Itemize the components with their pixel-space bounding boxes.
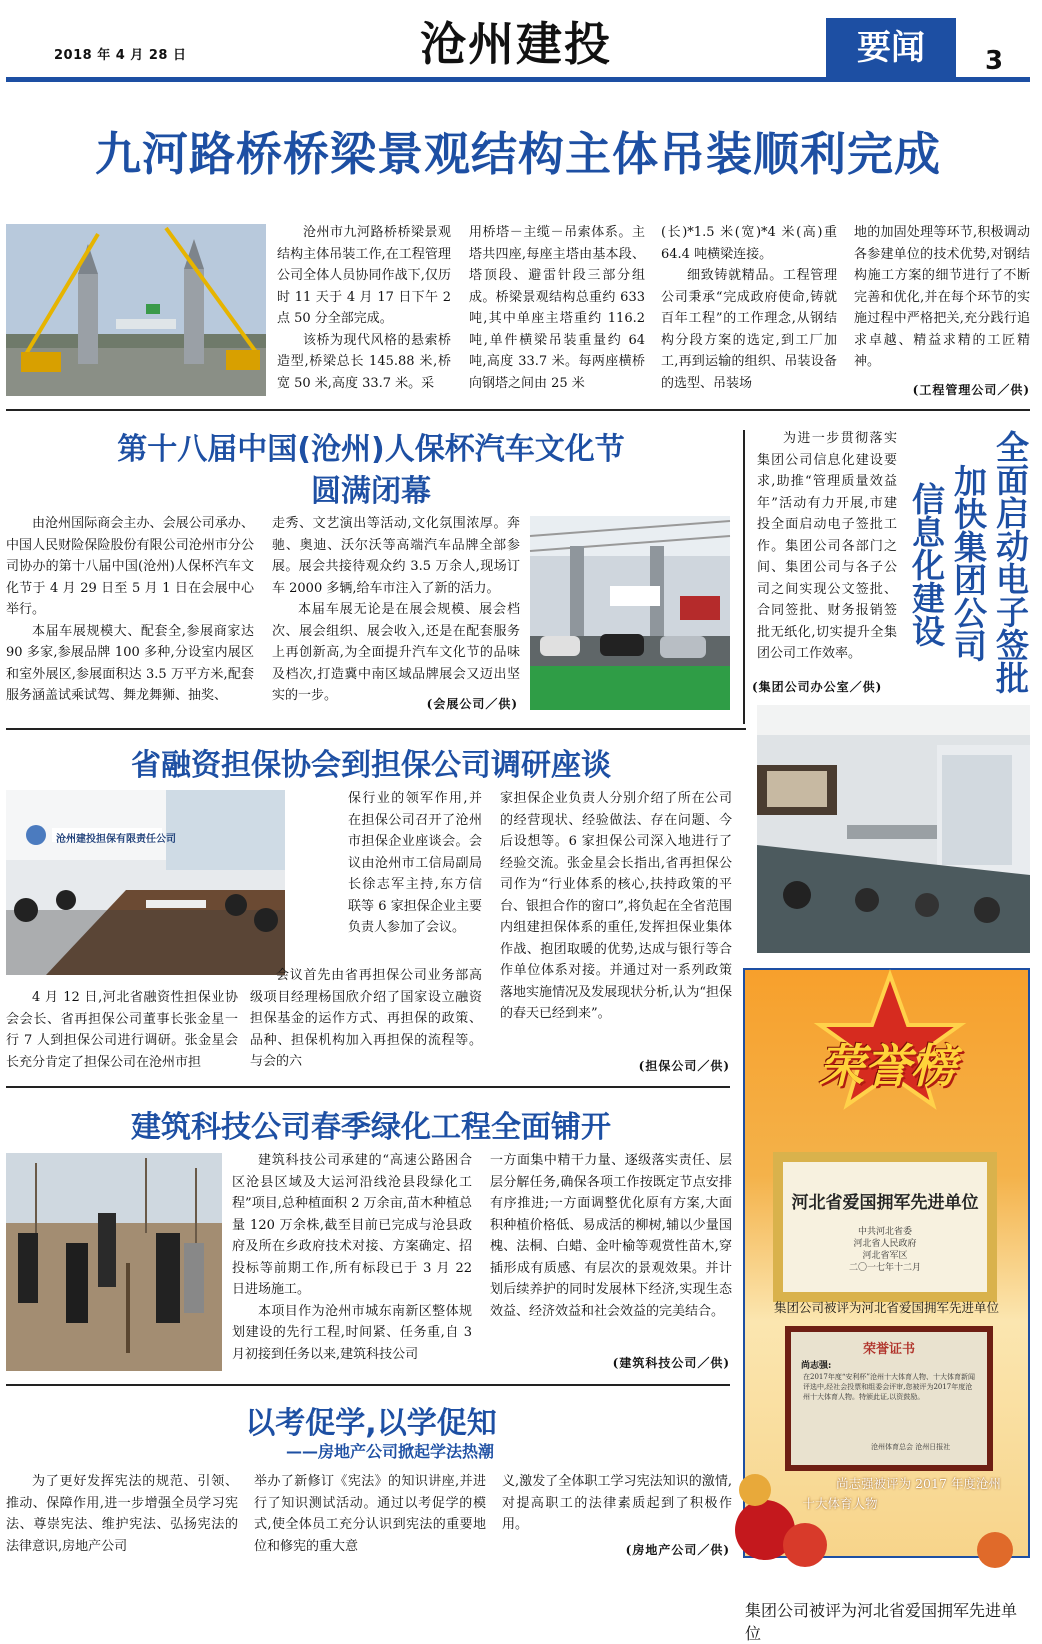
car-show-photo [530,516,730,710]
article5-col1 [232,1150,472,1372]
article5-col2-text: 一方面集中精干力量、逐级落实责任、层层分解任务,确保各项工作按既定节点安排有序推进;一方面调整优化原有方案,大面积种植价格低、易成活的柳树,辅以少量国槐、法桐、白蜡、金叶榆等观赏性苗木,穿插形成有质感、有层次的景观效果。并计划后续养护的同时发展林下经济,实现生态效益、经济效益和社会效益的完美结合。 [490,1153,732,1319]
article2-col2 [272,513,520,703]
issue-date: 2018 年 4 月 28 日 [54,48,187,63]
article4-title: 省融资担保协会到担保公司调研座谈 [131,748,611,783]
article6-col1 [6,1471,238,1571]
rule-1 [6,409,1030,411]
paper-name: 沧州建投 [420,17,612,71]
article2-title-line2: 圆满闭幕 [311,474,431,509]
article2-col2-p1: 走秀、文艺演出等活动,文化氛围浓厚。奔驰、奥迪、沃尔沃等高端汽车品牌全部参展。展会共接待观众约 3.5 万余人,现场订车 2000 多辆,给车市注入了新的活力。 [272,516,520,596]
article1-col3-p1: (长)*1.5 米(宽)*4 米(高)重 64.4 吨横梁连接。 [661,225,837,262]
meeting-room-photo [757,705,1030,953]
plaque-issuer3: 河北省军区 [862,1251,908,1261]
rule-vertical-right [743,430,745,724]
article3-credit: (集团公司办公室／供) [752,680,883,694]
masthead-rule [6,77,1030,82]
plaque-issuer2: 河北省人民政府 [853,1239,917,1249]
article3-title-col3: 信息化建设 [907,482,946,647]
bridge-photo [6,224,266,396]
article3-body-text: 为进一步贯彻落实集团公司信息化建设要求,助推“管理质量效益年”活动有力开展,市建投全面启动电子签批工作。集团公司各部门之间、集团公司与各子公司之间实现公文签批、合同签批、财务报销签批无纸化,切实提升全集团公司工作效率。 [757,431,897,661]
honor-caption2-line2: 十大体育人物 [802,1496,878,1511]
article4-col-left-bottom [6,987,238,1077]
article1-col1-p1: 沧州市九河路桥桥梁景观结构主体吊装工作,在工程管理公司全体人员协同作战下,仅历时 11 天于 4 月 17 日下午 2 点 50 分全部完成。 [277,225,451,326]
article1-title: 九河路桥桥梁景观结构主体吊装顺利完成 [95,127,941,181]
honor-board [743,968,1030,1643]
article4-credit: (担保公司／供) [638,1059,730,1073]
article1-col2 [469,222,645,402]
guarantee-meeting-photo [6,790,285,975]
article5-col1-p1: 建筑科技公司承建的“高速公路困合区沧县区域及大运河沿线沧县段绿化工程”项目,总种植面积 2 万余亩,苗木种植总量 120 万余株,截至目前已完成与沧县政府及所在乡政府技术对接、方案确定、招投标等前期工作,所有标段已于 3 月 22 日进场施工。 [232,1153,472,1297]
article2-credit: (会展公司／供) [426,697,518,711]
honor-banner-text: 荣誉榜 [818,1039,957,1093]
article6-col2 [254,1471,486,1571]
planting-photo [6,1153,222,1371]
article6-col3-text: 义,激发了全体职工学习宪法知识的激情,对提高职工的法律素质起到了积极作用。 [502,1474,732,1532]
article1-col1 [277,222,451,402]
article5-col2 [490,1150,732,1350]
page-number: 3 [985,46,1004,76]
article6-col2-text: 举办了新修订《宪法》的知识讲座,并进行了知识测试活动。通过以考促学的模式,使全体员工充分认识到宪法的重要地位和修宪的重大意 [254,1474,486,1554]
honor-caption1-visible [745,1298,1028,1316]
article2-title-line1: 第十八届中国(沧州)人保杯汽车文化节 [117,432,625,467]
article6-col3 [502,1471,732,1537]
plaque-date: 二〇一七年十二月 [848,1263,921,1273]
cert-body: 在2017年度“安利杯”沧州十大体育人物、十大体育新闻评选中,经社会投票和组委会评审,您被评为2017年度沧州十大体育人物。特颁此证,以资鼓励。 [803,1373,975,1401]
article6-credit: (房地产公司／供) [625,1543,730,1557]
article4-col-mid-p2: 会议首先由省再担保公司业务部高级项目经理杨国欣介绍了国家设立融资担保基金的运作方式、再担保的政策、品种、担保机构加入再担保的流程等。与会的六 [250,968,482,1069]
article5-title: 建筑科技公司春季绿化工程全面铺开 [131,1110,611,1145]
plaque-issuer1: 中共河北省委 [857,1227,912,1237]
article6-title: 以考促学,以学促知 [245,1406,497,1441]
article3-body [757,428,897,678]
rule-4 [6,1384,730,1386]
article1-col1-p2: 该桥为现代风格的悬索桥造型,桥梁总长 145.88 米,桥宽 50 米,高度 33.7 米。采 [277,332,451,391]
section-label: 要闻 [857,28,925,68]
article2-col1-p1: 由沧州国际商会主办、会展公司承办、中国人民财险保险股份有限公司沧州市分公司协办的第十八届中国(沧州)人保杯汽车文化节于 4 月 29 日至 5 月 1 日在会展中心举行。 [6,516,254,617]
article4-col-right-text: 家担保企业负责人分别介绍了所在公司的经营现状、经验做法、存在问题、今后设想等。6 家担保公司深入地进行了经验交流。张金星会长指出,省再担保公司作为“行业体系的核心,扶持政策的平台、银担合作的窗口”,将负起在全省范围内组建担保体系的重任,发挥担保业集体作战、抱团取暖的优势,达成与银行等合作单位体系对接。并通过对一系列政策落地实施情况及发展现状分析,认为“担保的春天已经到来”。 [500,791,732,1021]
photo-banner-text: 沧州建投担保有限责任公司 [56,834,176,845]
article5-credit: (建筑科技公司／供) [612,1356,730,1370]
article3-title-col2: 加快集团公司 [949,464,988,662]
article1-col2-text: 用桥塔－主缆－吊索体系。主塔共四座,每座主塔由基本段、塔顶段、避雷针段三部分组成。桥梁景观结构总重约 633 吨,其中单座主塔重约 116.2 吨,单件横梁吊装重量约 64 吨,高度 33.7 米。每两座横桥向钢塔之间由 25 米 [469,225,645,391]
plaque-title: 河北省爱国拥军先进单位 [791,1193,979,1213]
plaque [773,1152,997,1302]
article1-col3 [661,222,837,402]
section-badge [826,18,956,78]
article1-col4 [854,222,1030,380]
rule-3 [6,1086,730,1088]
article1-col4-text: 地的加固处理等环节,积极调动各参建单位的技术优势,对钢结构施工方案的细节进行了不断完善和优化,并在每个环节的实施过程中严格把关,充分践行追求卓越、精益求精的工匠精神。 [854,225,1030,369]
article4-col-mid-p1: 保行业的领军作用,并在担保公司召开了沧州市担保企业座谈会。会议由沧州市工信局副局长徐志军主持,东方信联等 6 家担保企业主要负责人参加了会议。 [348,791,482,935]
article5-col1-p2: 本项目作为沧州市城东南新区整体规划建设的先行工程,时间紧、任务重,自 3 月初接到任务以来,建筑科技公司 [232,1303,472,1362]
honor-caption2-line1: 尚志强被评为 2017 年度沧州 [836,1476,1001,1491]
article4-col-left-text: 4 月 12 日,河北省融资性担保业协会会长、省再担保公司董事长张金星一行 7 人到担保公司进行调研。张金星会长充分肯定了担保公司在沧州市担 [6,990,238,1070]
article2-col2-p2: 本届车展无论是在展会规模、展会档次、展会组织、展会收入,还是在配套服务上再创新高,为全面提升汽车文化节的品味及档次,打造冀中南区域品牌展会又迈出坚实的一步。 [272,602,520,703]
cert-sign: 沧州体育总会 沧州日报社 [871,1443,951,1451]
honor-caption1: 集团公司被评为河北省爱国拥军先进单位 [745,1601,1018,1643]
rule-2 [6,728,746,730]
article3-title-col1: 全面启动电子签批 [991,430,1030,694]
article4-col-right [500,788,732,1052]
cert-title: 荣誉证书 [862,1342,915,1357]
article1-credit: (工程管理公司／供) [912,383,1030,397]
honor-caption1-text: 集团公司被评为河北省爱国拥军先进单位 [773,1300,999,1315]
article2-col1 [6,513,254,713]
article6-subtitle: ——房地产公司掀起学法热潮 [285,1442,494,1461]
article2-col1-p2: 本届车展规模大、配套全,参展商家达 90 多家,参展品牌 100 多种,分设室内展区和室外展区,参展面积达 3.5 万平方米,配套服务涵盖试乘试驾、舞龙舞狮、抽奖、 [6,623,254,703]
article6-col1-text: 为了更好发挥宪法的规范、引领、推动、保障作用,进一步增强全员学习宪法、尊崇宪法、维护宪法、弘扬宪法的法律意识,房地产公司 [6,1474,238,1554]
article4-col-mid-lower [250,965,482,1077]
article1-col3-p2: 细致铸就精品。工程管理公司秉承“完成政府使命,铸就百年工程”的工作理念,从钢结构分段方案的选定,到工厂加工,再到运输的组织、吊装设备的选型、吊装场 [661,268,837,391]
cert-name: 尚志强: [801,1361,832,1371]
